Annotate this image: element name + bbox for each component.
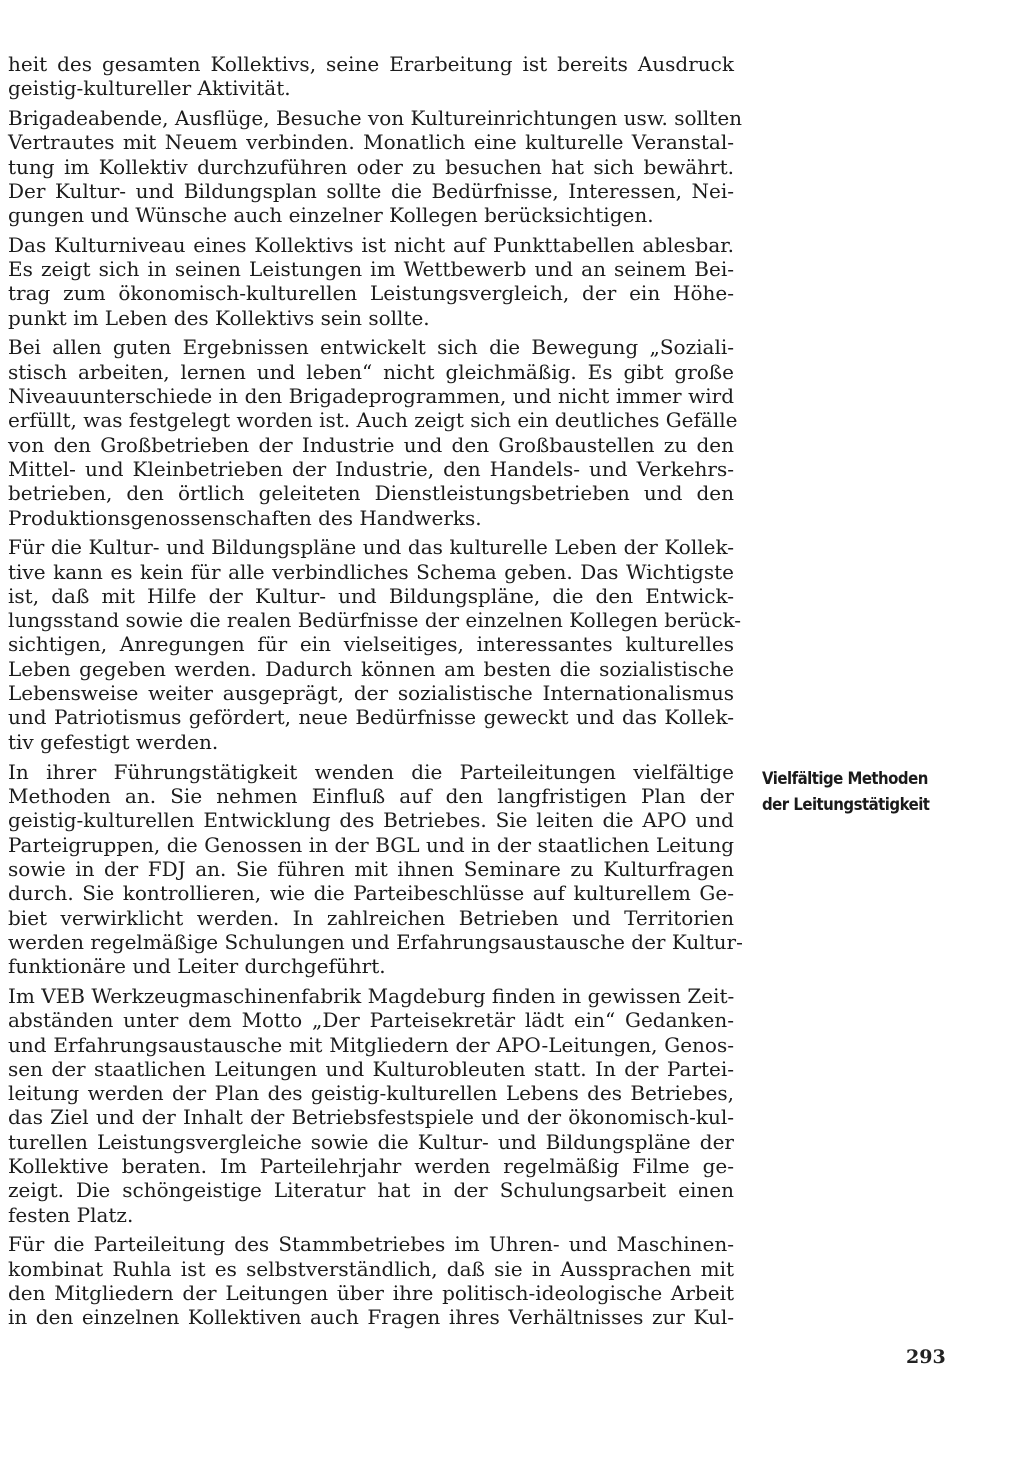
text-line: Das Kulturniveau eines Kollektivs ist nicht auf Punkttabellen ablesbar. xyxy=(8,232,734,257)
text-line: tive kann es kein für alle verbindliches Schema geben. Das Wichtigste xyxy=(8,559,734,584)
text-line: Leben gegeben werden. Dadurch können am besten die sozialistische xyxy=(8,656,734,681)
paragraph xyxy=(8,233,734,330)
text-line: biet verwirklicht werden. In zahlreichen Betrieben und Territorien xyxy=(8,905,734,930)
text-line: gungen und Wünsche auch einzelner Kollegen berücksichtigen. xyxy=(8,203,654,228)
text-line: das Ziel und der Inhalt der Betriebsfestspiele und der ökonomisch-kul- xyxy=(8,1105,734,1130)
paragraph xyxy=(8,535,742,754)
text-line: trag zum ökonomisch-kulturellen Leistungsvergleich, der ein Höhe- xyxy=(8,281,734,306)
text-line: von den Großbetrieben der Industrie und den Großbaustellen zu den xyxy=(8,432,734,457)
paragraph xyxy=(8,1232,734,1329)
text-line: Niveauunterschiede in den Brigadeprogrammen, und nicht immer wird xyxy=(8,384,734,409)
text-line: In ihrer Führungstätigkeit wenden die Parteileitungen vielfältige xyxy=(8,759,734,784)
text-line: sichtigen, Anregungen für ein vielseitiges, interessantes kulturelles xyxy=(8,632,734,657)
text-line: Parteigruppen, die Genossen in der BGL und in der staatlichen Leitung xyxy=(8,832,734,857)
text-line: Lebensweise weiter ausgeprägt, der sozialistische Internationalismus xyxy=(8,680,734,705)
text-line: geistig-kulturellen Entwicklung des Betriebes. Sie leiten die APO und xyxy=(8,808,734,833)
text-line: lungsstand sowie die realen Bedürfnisse der einzelnen Kollegen berück- xyxy=(8,608,742,633)
text-line: Methoden an. Sie nehmen Einfluß auf den langfristigen Plan der xyxy=(8,784,734,809)
text-line: Für die Parteileitung des Stammbetriebes im Uhren- und Maschinen- xyxy=(8,1232,734,1257)
paragraph xyxy=(8,759,743,979)
text-line: heit des gesamten Kollektivs, seine Erarbeitung ist bereits Ausdruck xyxy=(8,52,734,76)
text-line: Mittel- und Kleinbetrieben der Industrie, den Handels- und Verkehrs- xyxy=(8,456,734,481)
text-line: in den einzelnen Kollektiven auch Fragen ihres Verhältnisses zur Kul- xyxy=(8,1305,734,1330)
text-line: Brigadeabende, Ausflüge, Besuche von Kultureinrichtungen usw. sollten xyxy=(8,105,743,130)
text-line: kombinat Ruhla ist es selbstverständlich, daß sie in Aussprachen mit xyxy=(8,1256,734,1281)
text-line: Der Kultur- und Bildungsplan sollte die Bedürfnisse, Interessen, Nei- xyxy=(8,178,734,203)
text-line: abständen unter dem Motto „Der Parteisekretär lädt ein“ Gedanken- xyxy=(8,1008,734,1033)
text-line: leitung werden der Plan des geistig-kulturellen Lebens des Betriebes, xyxy=(8,1081,734,1106)
text-line: Produktionsgenossenschaften des Handwerks. xyxy=(8,505,482,530)
text-line: durch. Sie kontrollieren, wie die Parteibeschlüsse auf kulturellem Ge- xyxy=(8,881,734,906)
paragraph xyxy=(8,52,734,101)
text-line: Im VEB Werkzeugmaschinenfabrik Magdeburg finden in gewissen Zeit- xyxy=(8,983,735,1008)
text-line: sowie in der FDJ an. Sie führen mit ihnen Seminare zu Kulturfragen xyxy=(8,857,734,882)
text-line: Es zeigt sich in seinen Leistungen im Wettbewerb und an seinem Bei- xyxy=(8,257,734,282)
text-line: stisch arbeiten, lernen und leben“ nicht gleichmäßig. Es gibt große xyxy=(8,359,734,384)
text-line: tiv gefestigt werden. xyxy=(8,729,219,754)
text-line: zeigt. Die schöngeistige Literatur hat in der Schulungsarbeit einen xyxy=(8,1178,734,1203)
paragraph xyxy=(8,984,734,1227)
text-line: betrieben, den örtlich geleiteten Dienstleistungsbetrieben und den xyxy=(8,481,734,506)
text-line: tung im Kollektiv durchzuführen oder zu besuchen hat sich bewährt. xyxy=(8,154,734,179)
paragraph xyxy=(8,335,738,530)
marginal-note-line: Vielfältige Methoden xyxy=(762,769,928,789)
text-line: und Patriotismus gefördert, neue Bedürfnisse geweckt und das Kollek- xyxy=(8,705,734,730)
text-line: Für die Kultur- und Bildungspläne und das kulturelle Leben der Kollek- xyxy=(8,535,734,560)
text-line: Kollektive beraten. Im Parteilehrjahr werden regelmäßig Filme ge- xyxy=(8,1154,734,1179)
text-line: und Erfahrungsaustausche mit Mitgliedern der APO-Leitungen, Genos- xyxy=(8,1032,734,1057)
text-line: erfüllt, was festgelegt worden ist. Auch zeigt sich ein deutliches Gefälle xyxy=(8,408,738,433)
text-line: turellen Leistungsvergleiche sowie die Kultur- und Bildungspläne der xyxy=(8,1129,734,1154)
text-line: sen der staatlichen Leitungen und Kulturobleuten statt. In der Partei- xyxy=(8,1056,734,1081)
body-text xyxy=(8,52,743,1335)
text-line: Bei allen guten Ergebnissen entwickelt sich die Bewegung „Soziali- xyxy=(8,335,734,360)
text-line: geistig-kultureller Aktivität. xyxy=(8,76,291,101)
page-number: 293 xyxy=(906,1346,946,1368)
marginal-note-line: der Leitungstätigkeit xyxy=(762,795,930,815)
text-line: punkt im Leben des Kollektivs sein sollte. xyxy=(8,305,430,330)
text-line: den Mitgliedern der Leitungen über ihre politisch-ideologische Arbeit xyxy=(8,1280,734,1305)
marginal-note xyxy=(762,766,938,818)
paragraph xyxy=(8,105,743,228)
text-line: ist, daß mit Hilfe der Kultur- und Bildungspläne, die den Entwick- xyxy=(8,583,734,608)
text-line: funktionäre und Leiter durchgeführt. xyxy=(8,954,386,979)
text-line: Vertrautes mit Neuem verbinden. Monatlich eine kulturelle Veranstal- xyxy=(8,130,734,155)
text-line: festen Platz. xyxy=(8,1202,134,1227)
text-line: werden regelmäßige Schulungen und Erfahrungsaustausche der Kultur- xyxy=(8,929,743,954)
